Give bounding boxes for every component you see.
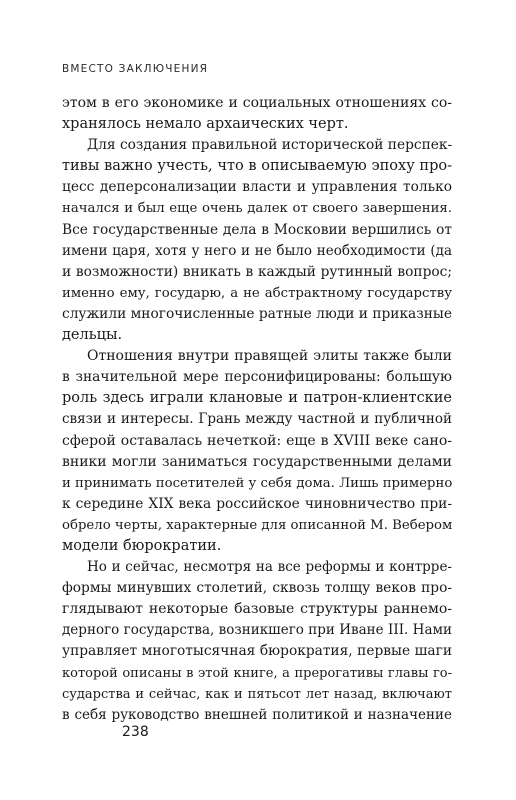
text-line: которой описаны в этой книге, а прерогативы главы го- (62, 665, 452, 681)
running-head: ВМЕСТО ЗАКЛЮЧЕНИЯ (62, 63, 209, 75)
text-line: и принимать посетителей у себя дома. Лишь примерно (62, 475, 453, 491)
text-line: связи и интересы. Грань между частной и публичной (62, 411, 452, 428)
text-line: Отношения внутри правящей элиты также были (87, 348, 452, 365)
text-line: управляет многотысячная бюрократия, первые шаги (62, 643, 452, 660)
text-line: модели бюрократии. (62, 537, 222, 554)
text-line: цесс деперсонализации власти и управления только (62, 179, 452, 196)
text-line: хранялось немало архаических черт. (62, 116, 349, 133)
text-line: сферой оставалась нечеткой: еще в XVIII веке сано- (62, 432, 452, 449)
text-line: глядывают некоторые базовые структуры раннемо- (62, 601, 452, 618)
text-line: роль здесь играли клановые и патрон-клиентские (62, 390, 452, 407)
page-number: 238 (122, 724, 149, 740)
text-line: этом в его экономике и социальных отношениях со- (62, 95, 452, 111)
text-line: имени царя, хотя у него и не было необходимости (да (62, 242, 452, 259)
text-line: дерного государства, возникшего при Иване III. Нами (62, 622, 452, 639)
text-line: обрело черты, характерные для описанной М. Вебером (62, 517, 453, 533)
text-line: служили многочисленные ратные люди и приказные (62, 305, 452, 322)
text-line: Для создания правильной исторической перспек- (87, 137, 453, 154)
text-line: в значительной мере персонифицированы: большую (62, 369, 452, 386)
text-line: вники могли заниматься государственными делами (62, 453, 452, 470)
text-line: тивы важно учесть, что в описываемую эпоху про- (62, 158, 452, 175)
text-line: Но и сейчас, несмотря на все реформы и контрре- (87, 559, 452, 576)
text-line: сударства и сейчас, как и пятьсот лет назад, включают (62, 686, 452, 702)
text-line: именно ему, государю, а не абстрактному государству (62, 285, 452, 301)
text-line: формы минувших столетий, сквозь толщу веков про- (62, 580, 452, 597)
text-line: Все государственные дела в Московии вершились от (62, 221, 452, 238)
text-line: и возможности) вникать в каждый рутинный вопрос; (62, 263, 452, 280)
text-line: дельцы. (62, 327, 123, 344)
text-line: начался и был еще очень далек от своего завершения. (62, 201, 452, 217)
text-line: в себя руководство внешней политикой и назначение (62, 706, 452, 723)
body-text (62, 93, 452, 726)
text-line: к середине XIX века российское чиновничество при- (62, 495, 452, 512)
